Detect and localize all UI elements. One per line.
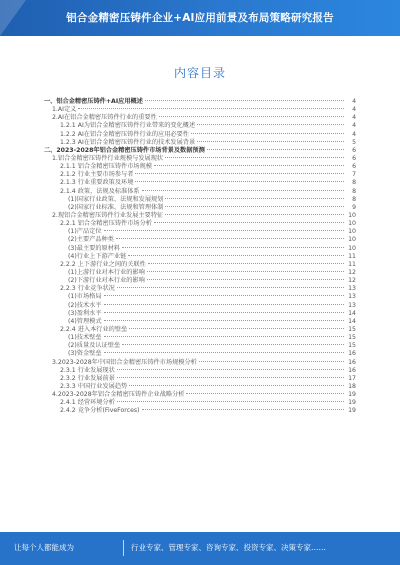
toc-entry-page: 10	[348, 244, 356, 252]
toc-entry-label: 二、2023-2028年铝合金精密压铸件市场背景及数据预测	[44, 146, 205, 154]
toc-entry-label: 1.2.1 AI为铝合金精密压铸件行业带来的变化概述	[60, 122, 196, 130]
table-of-contents	[44, 98, 356, 415]
toc-leader-dots	[165, 214, 344, 215]
toc-entry[interactable]	[44, 277, 356, 285]
toc-entry[interactable]	[44, 310, 356, 318]
toc-entry-page: 10	[348, 228, 356, 236]
toc-entry-page: 8	[352, 195, 356, 203]
toc-entry[interactable]	[44, 318, 356, 326]
footer-roles: 行业专家、管理专家、咨询专家、投资专家、决策专家……	[131, 543, 326, 552]
toc-entry-label: 2.3.3 中国行业发展趋势	[60, 382, 128, 390]
toc-leader-dots	[147, 271, 344, 272]
toc-entry[interactable]	[44, 334, 356, 342]
toc-entry-page: 6	[352, 163, 356, 171]
toc-entry-page: 15	[348, 325, 356, 333]
toc-entry-label: 2.1.1 铝合金精密压铸件市场规模	[60, 163, 152, 171]
toc-leader-dots	[145, 100, 344, 101]
toc-entry[interactable]	[44, 212, 356, 220]
toc-entry-label: (4)管理模式	[68, 317, 102, 325]
toc-entry-page: 11	[348, 252, 356, 260]
toc-entry-label: (3)资金壁垒	[68, 350, 102, 358]
toc-entry[interactable]	[44, 179, 356, 187]
toc-entry[interactable]	[44, 122, 356, 130]
toc-leader-dots	[147, 279, 344, 280]
toc-entry-label: 2.1.3 行业重要政策及环境	[60, 179, 134, 187]
toc-entry-page: 14	[348, 309, 356, 317]
toc-entry[interactable]	[44, 350, 356, 358]
toc-leader-dots	[186, 393, 344, 394]
toc-entry-page: 6	[352, 146, 356, 154]
toc-leader-dots	[122, 344, 344, 345]
toc-leader-dots	[135, 181, 344, 182]
toc-leader-dots	[165, 206, 344, 207]
toc-entry-page: 10	[348, 236, 356, 244]
toc-entry-page: 8	[352, 187, 356, 195]
toc-entry[interactable]	[44, 359, 356, 367]
toc-entry[interactable]	[44, 98, 356, 106]
toc-entry-label: (2)质量及认证壁垒	[68, 342, 121, 350]
toc-entry[interactable]	[44, 383, 356, 391]
toc-entry-label: (2)国家行业标准、法规和管理体制	[68, 203, 164, 211]
toc-entry-label: 1.2.2 AI在铝合金精密压铸件行业的应用必要性	[60, 130, 189, 138]
footer-slogan: 让每个人都能成为	[14, 543, 74, 552]
toc-entry[interactable]	[44, 155, 356, 163]
toc-entry-page: 10	[348, 220, 356, 228]
toc-entry[interactable]	[44, 375, 356, 383]
toc-entry-label: 2.现铝合金精密压铸件行业发展主要特征	[52, 211, 164, 219]
report-title: 铝合金精密压铸件企业+AI应用前景及布局策略研究报告	[66, 12, 334, 24]
toc-entry-label: 2.2.2 上下游行业之间的关联性	[60, 260, 146, 268]
toc-leader-dots	[142, 409, 344, 410]
toc-entry-page: 5	[352, 138, 356, 146]
toc-leader-dots	[191, 133, 344, 134]
toc-entry-label: (3)最主要的原材料	[68, 244, 121, 252]
toc-entry-label: (2)技术水平	[68, 301, 102, 309]
toc-entry-label: 2.4.2 竞争分析(FiveForces)	[60, 407, 140, 415]
toc-entry-label: (1)技术壁垒	[68, 334, 102, 342]
toc-entry[interactable]	[44, 131, 356, 139]
toc-entry-label: 2.AI在铝合金精密压铸件行业的重要性	[52, 114, 157, 122]
toc-entry[interactable]	[44, 139, 356, 147]
toc-entry-label: 1.铝合金精密压铸件行业规模与发展现状	[52, 154, 164, 162]
toc-entry-label: 2.3.1 行业发展现状	[60, 366, 115, 374]
toc-leader-dots	[104, 230, 344, 231]
toc-entry-page: 13	[348, 285, 356, 293]
toc-entry-page: 14	[348, 317, 356, 325]
toc-entry-page: 7	[352, 171, 356, 179]
toc-leader-dots	[104, 336, 344, 337]
toc-entry-label: 一、铝合金精密压铸件+AI应用概述	[44, 98, 143, 105]
toc-entry-page: 16	[348, 366, 356, 374]
toc-entry-label: (2)主要产品种类	[68, 236, 114, 244]
toc-leader-dots	[117, 287, 344, 288]
toc-entry-page: 17	[348, 374, 356, 382]
toc-entry-page: 4	[352, 130, 356, 138]
toc-entry-label: 2.1.2 行业主要市场参与者	[60, 171, 134, 179]
toc-leader-dots	[122, 247, 344, 248]
toc-entry[interactable]	[44, 407, 356, 415]
toc-entry[interactable]	[44, 204, 356, 212]
toc-entry[interactable]	[44, 391, 356, 399]
toc-leader-dots	[135, 173, 344, 174]
toc-entry-page: 16	[348, 358, 356, 366]
toc-leader-dots	[78, 108, 344, 109]
toc-entry-label: 2.2.3 行业竞争状况	[60, 285, 115, 293]
toc-entry-label: (1)市场格局	[68, 293, 102, 301]
toc-heading: 内容目录	[173, 66, 226, 80]
toc-entry-page: 11	[348, 260, 356, 268]
toc-entry-label: (1)产品定位	[68, 228, 102, 236]
toc-leader-dots	[117, 401, 344, 402]
toc-leader-dots	[104, 352, 344, 353]
toc-leader-dots	[165, 157, 344, 158]
footer-divider	[123, 540, 124, 556]
toc-entry-label: 3.2023-2028年中国铝合金精密压铸件市场规模分析	[52, 358, 197, 366]
toc-entry[interactable]	[44, 236, 356, 244]
toc-entry[interactable]	[44, 261, 356, 269]
toc-leader-dots	[207, 149, 344, 150]
footer-banner	[0, 532, 400, 565]
toc-entry-page: 18	[348, 382, 356, 390]
toc-leader-dots	[165, 198, 344, 199]
toc-entry-page: 4	[352, 122, 356, 130]
toc-entry[interactable]	[44, 326, 356, 334]
toc-entry-page: 13	[348, 293, 356, 301]
toc-entry-page: 12	[348, 277, 356, 285]
toc-leader-dots	[199, 361, 344, 362]
toc-leader-dots	[159, 116, 344, 117]
toc-leader-dots	[142, 190, 344, 191]
toc-entry-page: 4	[352, 114, 356, 122]
toc-leader-dots	[104, 295, 344, 296]
toc-entry-label: 1.AI定义	[52, 106, 77, 114]
toc-entry-page: 4	[352, 106, 356, 114]
toc-entry-page: 4	[352, 98, 356, 105]
toc-entry-page: 10	[348, 211, 356, 219]
toc-entry-page: 15	[348, 342, 356, 350]
toc-leader-dots	[116, 238, 344, 239]
toc-entry-label: 2.3.2 行业发展前景	[60, 374, 115, 382]
toc-entry-page: 19	[348, 391, 356, 399]
toc-entry-page: 19	[348, 407, 356, 415]
toc-entry-page: 6	[352, 154, 356, 162]
toc-entry-label: 2.2.1 铝合金精密压铸件市场分析	[60, 220, 152, 228]
toc-entry[interactable]	[44, 269, 356, 277]
toc-leader-dots	[104, 312, 344, 313]
toc-entry-label: 2.2.4 进入本行业的壁垒	[60, 325, 128, 333]
toc-entry-label: (1)国家行业政策、法规和发展规划	[68, 195, 164, 203]
toc-leader-dots	[129, 328, 344, 329]
toc-entry-page: 13	[348, 301, 356, 309]
toc-entry-page: 12	[348, 268, 356, 276]
toc-entry[interactable]	[44, 188, 356, 196]
toc-entry-label: 1.2.3 AI在铝合金精密压铸件行业的技术发展背景	[60, 138, 196, 146]
toc-leader-dots	[117, 369, 344, 370]
toc-leader-dots	[128, 255, 344, 256]
toc-entry-page: 19	[348, 399, 356, 407]
toc-leader-dots	[117, 377, 344, 378]
toc-entry[interactable]	[44, 302, 356, 310]
toc-entry[interactable]	[44, 367, 356, 375]
toc-leader-dots	[104, 320, 344, 321]
toc-entry-label: 4.2023-2028年铝合金精密压铸件企业战略分析	[52, 391, 185, 399]
toc-leader-dots	[154, 165, 344, 166]
toc-leader-dots	[148, 263, 344, 264]
toc-leader-dots	[154, 222, 344, 223]
toc-entry[interactable]	[44, 196, 356, 204]
toc-leader-dots	[104, 304, 344, 305]
toc-entry[interactable]	[44, 147, 356, 155]
toc-entry-label: 2.1.4 政策、法规及标准体系	[60, 187, 140, 195]
toc-entry-label: (1)上游行业对本行业的影响	[68, 268, 145, 276]
toc-entry-label: (4)行业上下游产业链	[68, 252, 127, 260]
toc-leader-dots	[197, 141, 344, 142]
header-banner	[0, 0, 400, 36]
toc-entry[interactable]	[44, 245, 356, 253]
toc-entry-label: (2)下游行业对本行业的影响	[68, 277, 145, 285]
toc-entry-page: 8	[352, 179, 356, 187]
toc-entry[interactable]	[44, 293, 356, 301]
toc-entry-label: 2.4.1 经营环境分析	[60, 399, 115, 407]
toc-entry-page: 16	[348, 350, 356, 358]
toc-leader-dots	[197, 124, 344, 125]
toc-entry-page: 9	[352, 203, 356, 211]
toc-entry-label: (3)盈利水平	[68, 309, 102, 317]
toc-entry-page: 15	[348, 334, 356, 342]
toc-entry[interactable]	[44, 253, 356, 261]
toc-leader-dots	[129, 385, 344, 386]
